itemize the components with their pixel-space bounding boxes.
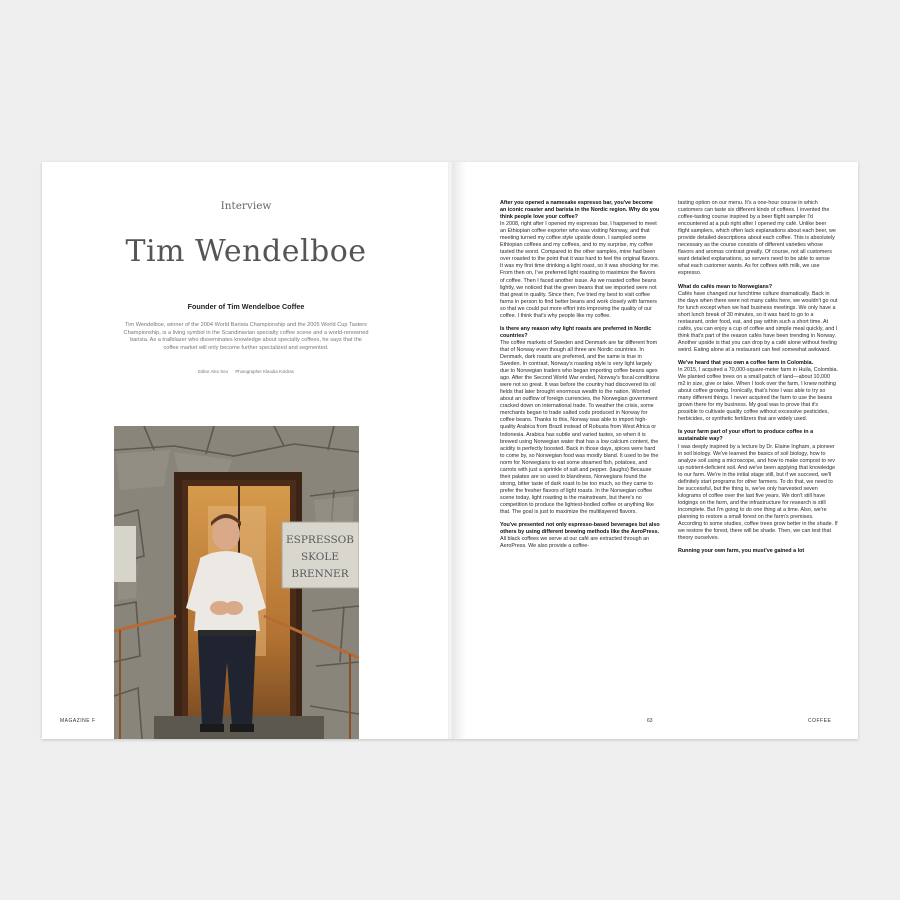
portrait-photo — [114, 426, 359, 739]
portrait-illustration — [114, 426, 359, 739]
question: What do cafés mean to Norwegians? — [678, 283, 773, 290]
question: You've presented not only espresso-based beverages but also others by using different brewing methods like the AeroPress. — [500, 522, 660, 536]
text-column-2 — [678, 200, 838, 555]
question: Is there any reason why light roasts are preferred in Nordic countries? — [500, 325, 652, 339]
answer: All black coffees we serve at our café are extracted through an AeroPress. We also provide a coffee- — [500, 536, 650, 550]
credit-editor: Editor Alex Seo — [198, 369, 229, 374]
left-page — [42, 162, 450, 739]
answer: Cafés have changed our lunchtime culture dramatically. Back in the days when there were not many cafés here, we wouldn't go out for lunch except when we had business meetings. We only have a short lunch break of 30 minutes, so it was hard to go to a restaurant, order food, eat, and pay within such a short time. At cafés, you can enjoy a cup of coffee and simple meal quickly, and I think that's part of the reason cafés have been trending in Norway. Another upside is that you can drop by a café alone without feeling weird. Eating alone at a restaurant can feel somewhat awkward. — [678, 290, 838, 353]
answer: I was deeply inspired by a lecture by Dr. Elaine Ingham, a pioneer in soil biology. We've learned the basics of soil biology, how to analyze soil using a microscope, and how to make compost to rev up nutrient-deficient soil. And we've been applying that knowledge to our farm. We're in the initial stage still, but if we succeed, we'll definitely start programs for other farmers. To do that, we need to be successful, but the thing is, we've only harvested seven kilograms of coffee over the last five years. We don't still have lodgings on the farm, and the infrastructure for research is still incomplete. But I'm going to do one thing at a time. Also, we're planning to restore a small forest on the farm's premises. According to some studies, coffee trees grow better in the shade. If we restore the forest, there will be shade. Then, we can test that theory ourselves. — [678, 443, 838, 542]
question: Running your own farm, you must've gained a lot — [678, 548, 805, 555]
spine-gutter — [448, 162, 452, 739]
sign-text-1: ESPRESSOB — [285, 534, 355, 546]
text-column-1 — [500, 200, 660, 550]
folio-magazine: MAGAZINE F — [60, 718, 96, 724]
section-folio: COFFEE — [808, 718, 832, 724]
answer: In 2008, right after I opened my espresso bar, I happened to meet an Ethiopian coffee exporter who was visiting Norway, and that meeting turned my coffee style upside down. I sampled some Ethiopian coffees and my coffees, and to my surprise, my coffee tasted the worst. Compared to the other samples, mine had been over roasted to the point that it was hard to feel the original flavors. It was my first time drinking a light roast, so it was shocking for me. From then on, I've preferred light roasting to maximize the flavors of coffee. Then I faced another issue. As we roasted coffee beans lightly, we noticed that the green beans that we imported were not that great in quality. Since then, I've tried my best to visit coffee farms in person to find better beans and work closely with farmers so that we could put more effort into improving the quality of our coffee. I think that's why people like my coffee. — [500, 221, 660, 319]
credits — [42, 369, 450, 374]
answer: The coffee markets of Sweden and Denmark are far different from that of Norway even though all three are Nordic countries. In Denmark, dark roasts are preferred, and the same is true in Sweden. In contrast, Norway's roasting style is very light largely due to Norwegian traders who began importing coffee beans ages ago. After the Second World War ended, Norway's fiscal conditions were not so great. It was before the country had discovered its oil fields that later brought enormous wealth to the nation. Worried about an outflow of foreign currencies, the Norwegian government cracked down on international trade. To weather the crisis, some merchants began to trade salted cods produced in Norway for coffee beans. Thanks to this, Norway was able to import high-quality Arabica from Brazil instead of Robusta from West Africa or Indonesia. Arabica has subtle and varied tastes, so when it is brewed using Norwegian water that has a low calcium content, the acidity is perfectly boosted. Back in those days, spices were hard to come by, so Norwegian food was mostly bland. It used to be the norm for Norwegians to eat some steamed fish, potatoes, and carrots with just a sprinkle of salt and pepper. (laughs) Because their palates are so used to blandness, Norwegians found the strong, bitter taste of dark roast to be too much, so they came to prefer the fresher flavors of light roasts. In the Norwegian coffee scene today, light roasting is the mainstream, but there's no competition to produce the lightest-bodied coffee or anything like that. The goal is just to maximize the multilayered flavors. — [500, 339, 660, 516]
magazine-spread — [42, 162, 858, 739]
right-page — [450, 162, 858, 739]
sign-text-2: SKOLE — [300, 551, 340, 563]
answer: In 2015, I acquired a 70,000-square-meter farm in Huila, Colombia. We planted coffee trees on a small patch of land—about 10,000 m2 in size, give or take. When I took over the farm, I knew nothing about coffee growing. Ironically, that's how I was able to try so many different things. I never acquired the farm to use the beans grown there for my business. My goal was to prove that it's possible to cultivate quality coffee without excessive pesticides, herbicides, or synthetic fertilizers that are widely used. — [678, 367, 839, 423]
question: After you opened a namesake espresso bar, you've become an iconic roaster and barista in the Nordic region. Why do you think people love your coffee? — [500, 200, 660, 221]
article-intro: Tim Wendelboe, winner of the 2004 World Barista Championship and the 2005 World Cup Tasters Championship, is a living symbol in the Scandinavian specialty coffee scene and a world-renowned barista. As a trailblazer who disseminates knowledge about specialty coffees, he says that the coffee market will only become further specialized and segmented. — [123, 322, 369, 351]
answer: tasting option on our menu. It's a one-hour course in which customers can taste six different kinds of coffees. I invented the coffee-tasting course inspired by a beer flight sampler I'd encountered at a pub right after I opened my café. Unlike beer flight samplers, which often lack explanations about each beer, we provide detailed descriptions about each coffee. This is absolutely necessary as the course consists of different varieties whose flavors and aromas contrast greatly. Of course, not all customers want detailed explanations, so servers need to be able to sense what each customer wants. As for coffees with milk, we use espresso. — [678, 200, 836, 277]
question: Is your farm part of your effort to produce coffee in a sustainable way? — [678, 429, 814, 443]
article-title: Tim Wendelboe — [125, 234, 367, 269]
article-subtitle: Founder of Tim Wendelboe Coffee — [187, 302, 305, 311]
sign-text-3: BRENNER — [291, 568, 349, 580]
credit-photographer: Photographer Klaudia Koldras — [235, 369, 294, 374]
section-kicker: Interview — [220, 200, 272, 212]
question: We've heard that you own a coffee farm in Colombia. — [678, 359, 814, 366]
page-number: 63 — [647, 718, 653, 724]
